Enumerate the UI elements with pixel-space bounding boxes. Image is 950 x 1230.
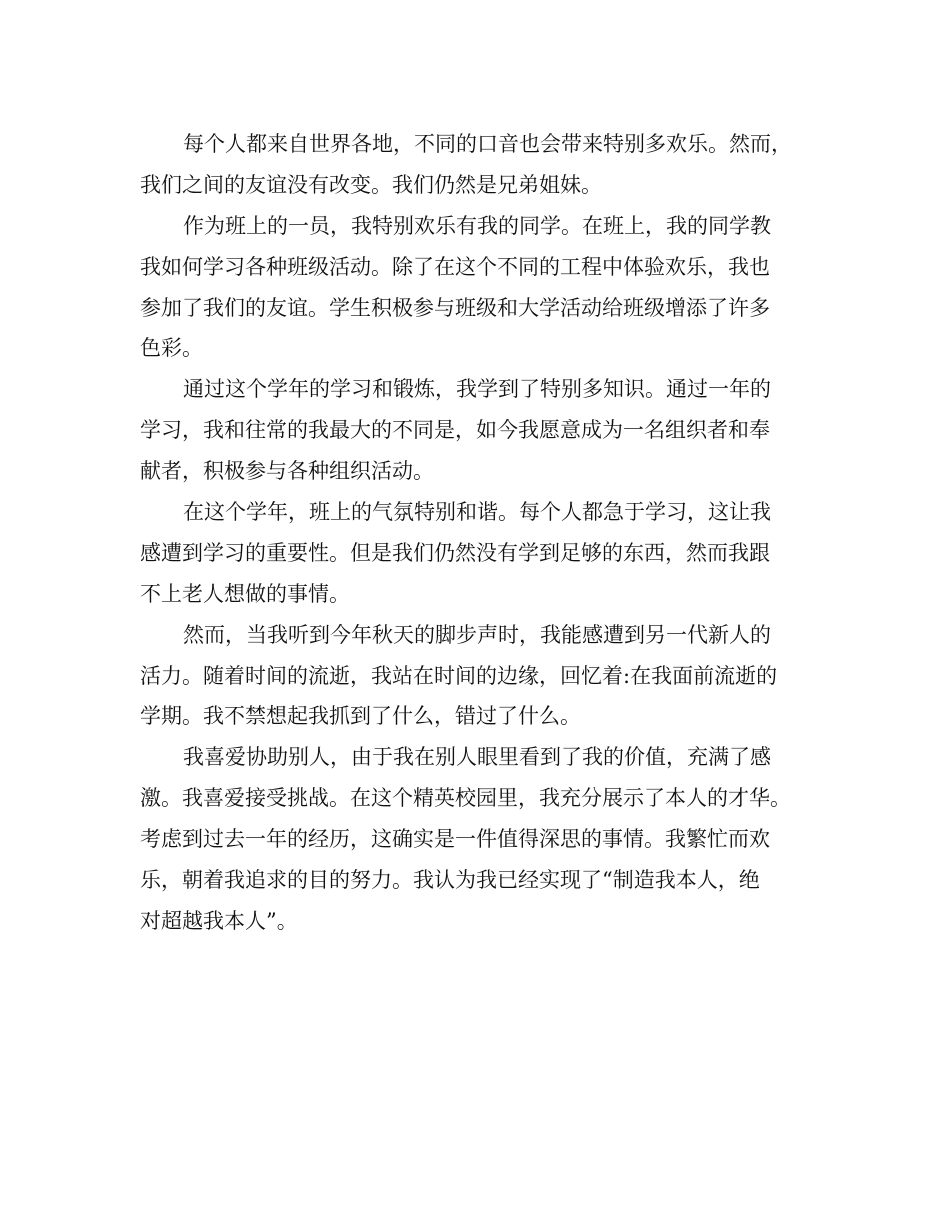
text-line: 激。我喜爱接受挑战。在这个精英校园里，我充分展示了本人的才华。 bbox=[140, 786, 791, 811]
text-line: 我们之间的友谊没有改变。我们仍然是兄弟姐妹。 bbox=[140, 172, 602, 197]
text-line: 然而，当我听到今年秋天的脚步声时，我能感遭到另一代新人的 bbox=[183, 622, 771, 647]
text-line: 我如何学习各种班级活动。除了在这个不同的工程中体验欢乐，我也 bbox=[140, 254, 770, 279]
document-body bbox=[140, 124, 830, 942]
text-line: 学习，我和往常的我最大的不同是，如今我愿意成为一名组织者和奉 bbox=[140, 418, 770, 443]
text-line: 考虑到过去一年的经历，这确实是一件值得深思的事情。我繁忙而欢 bbox=[140, 827, 770, 852]
text-line: 通过这个学年的学习和锻炼，我学到了特别多知识。通过一年的 bbox=[183, 377, 771, 402]
text-line: 参加了我们的友谊。学生积极参与班级和大学活动给班级增添了许多 bbox=[140, 295, 770, 320]
text-line: 每个人都来自世界各地，不同的口音也会带来特别多欢乐。然而， bbox=[183, 132, 792, 156]
text-line: 献者，积极参与各种组织活动。 bbox=[140, 459, 434, 484]
text-line: 色彩。 bbox=[140, 336, 203, 361]
text-line: 在这个学年，班上的气氛特别和谐。每个人都急于学习，这让我 bbox=[183, 500, 771, 525]
text-line: 活力。随着时间的流逝，我站在时间的边缘，回忆着:在我面前流逝的 bbox=[140, 663, 778, 688]
text-line: 学期。我不禁想起我抓到了什么，错过了什么。 bbox=[140, 704, 581, 729]
text-line: 我喜爱协助别人，由于我在别人眼里看到了我的价值，充满了感 bbox=[183, 745, 771, 770]
text-line: 作为班上的一员，我特别欢乐有我的同学。在班上，我的同学教 bbox=[183, 213, 771, 238]
text-line: 乐，朝着我追求的目的努力。我认为我已经实现了“制造我本人，绝 bbox=[140, 868, 760, 893]
text-line: 对超越我本人”。 bbox=[140, 908, 298, 933]
text-line: 感遭到学习的重要性。但是我们仍然没有学到足够的东西，然而我跟 bbox=[140, 540, 770, 565]
text-line: 不上老人想做的事情。 bbox=[140, 581, 350, 606]
